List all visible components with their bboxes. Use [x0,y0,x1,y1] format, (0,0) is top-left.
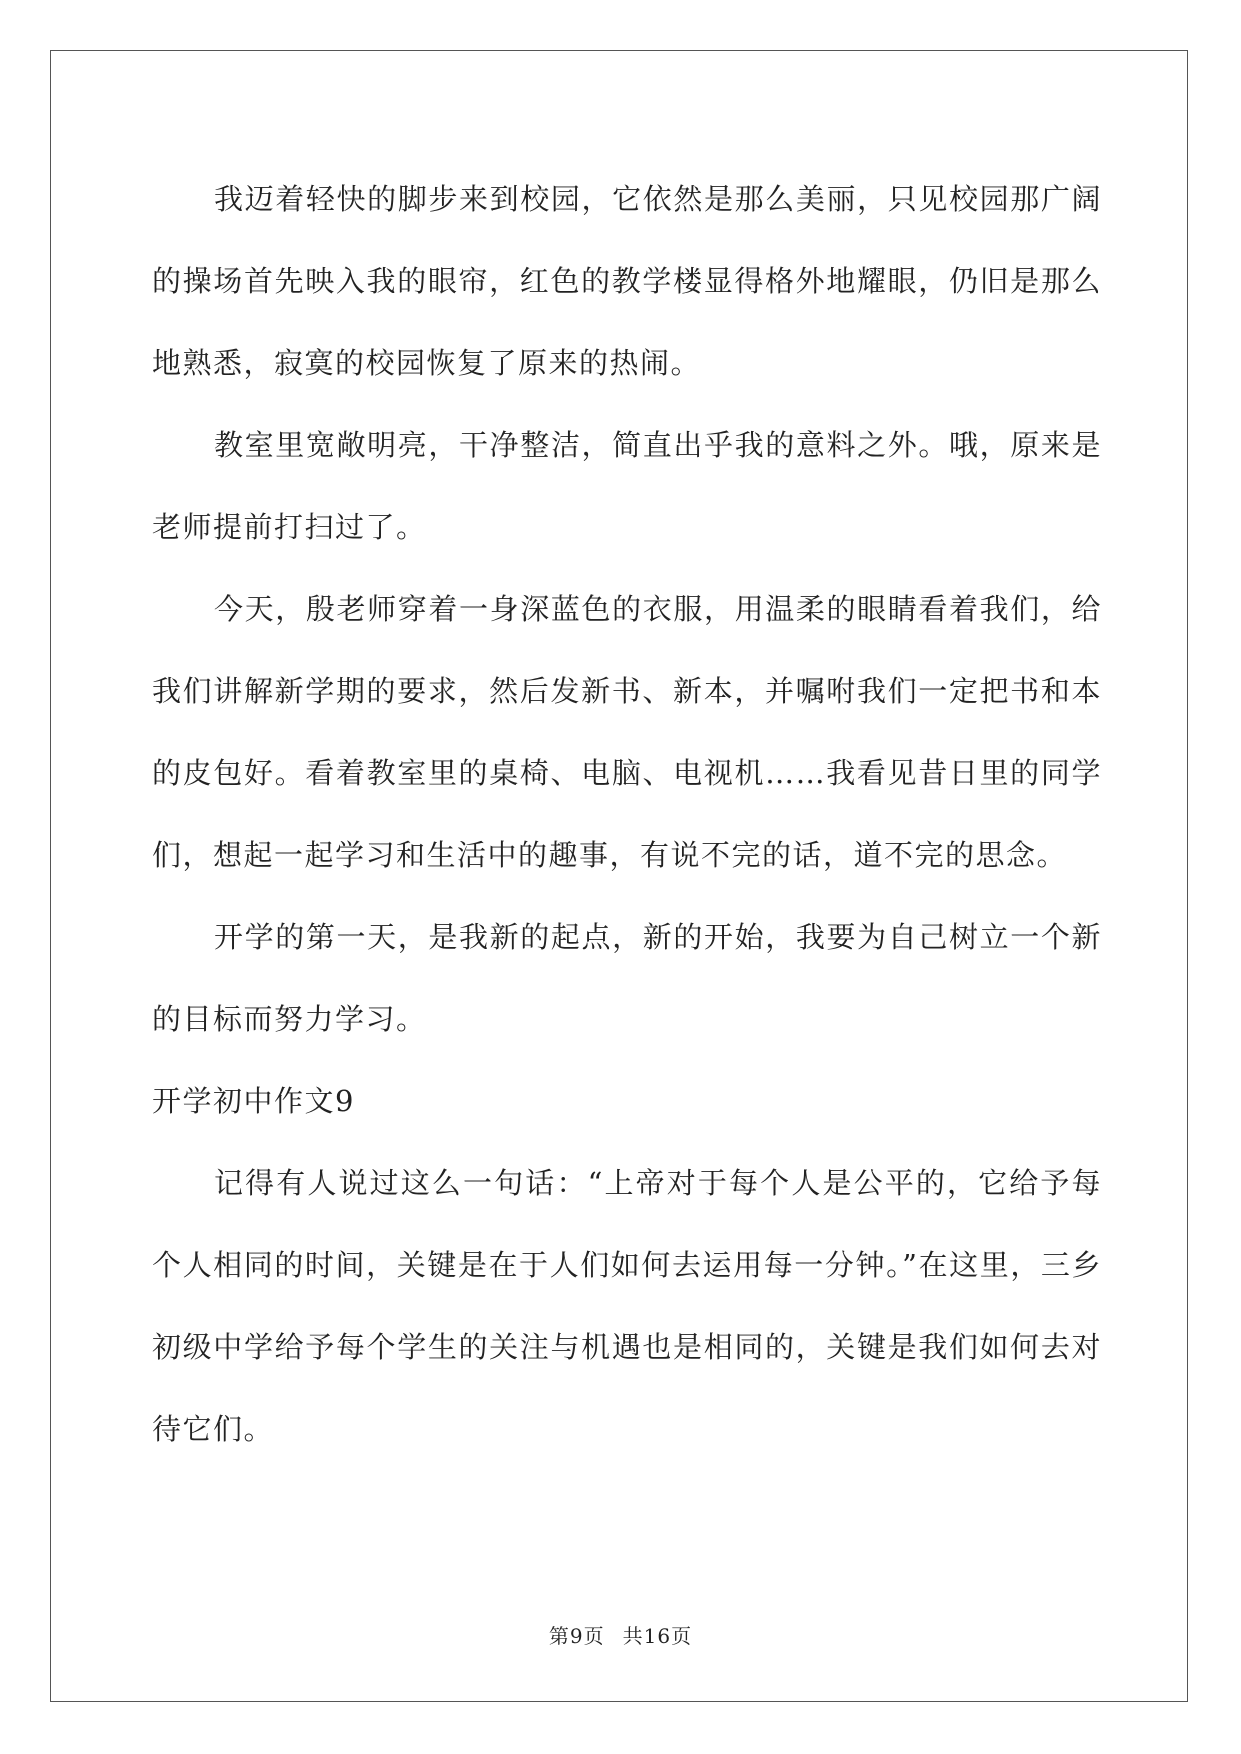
paragraph: 我迈着轻快的脚步来到校园，它依然是那么美丽，只见校园那广阔的操场首先映入我的眼帘，红色的教学楼显得格外地耀眼，仍旧是那么地熟悉，寂寞的校园恢复了原来的热闹。 [152,182,1102,380]
paragraph: 教室里宽敞明亮，干净整洁，简直出乎我的意料之外。哦，原来是老师提前打扫过了。 [152,428,1102,544]
paragraph: 今天，殷老师穿着一身深蓝色的衣服，用温柔的眼睛看着我们，给我们讲解新学期的要求，然后发新书、新本，并嘱咐我们一定把书和本的皮包好。看着教室里的桌椅、电脑、电视机……我看见昔日里的同学们，想起一起学习和生活中的趣事，有说不完的话，道不完的思念。 [152,592,1102,872]
page-total: 共16页 [622,1624,693,1648]
page-number: 第9页 [548,1624,605,1648]
document-body [152,158,1102,1470]
section-heading: 开学初中作文9 [152,1084,355,1118]
page-footer [0,1620,1241,1649]
paragraph: 记得有人说过这么一句话：“上帝对于每个人是公平的，它给予每个人相同的时间，关键是在于人们如何去运用每一分钟。”在这里，三乡初级中学给予每个学生的关注与机遇也是相同的，关键是我们如何去对待它们。 [152,1166,1102,1446]
paragraph: 开学的第一天，是我新的起点，新的开始，我要为自己树立一个新的目标而努力学习。 [152,920,1102,1036]
